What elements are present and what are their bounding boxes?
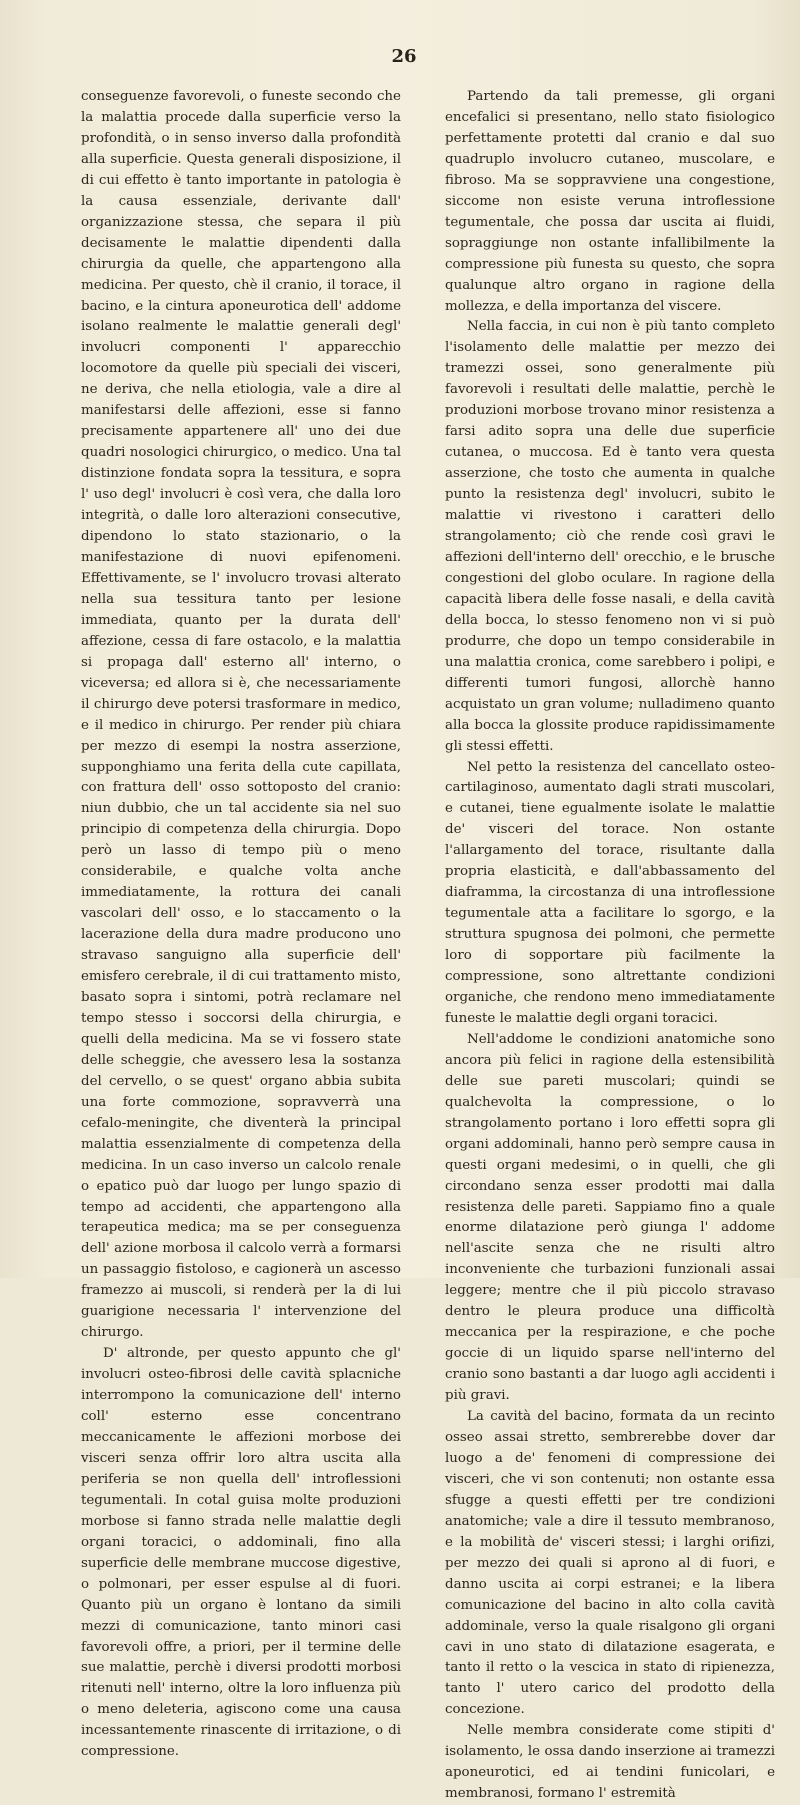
paragraph: La cavità del bacino, formata da un recinto osseo assai stretto, sembrerebbe dover dar luogo a de' fenomeni di compressione dei visceri, che vi son contenuti; non ostante essa sfugge a questi effetti per tre condizioni anatomiche; vale a dire il tessuto membranoso, e la mobilità de' visceri stessi; i larghi orifizi, per mezzo dei quali si aprono al di fuori, e danno uscita ai corpi estranei; e la libera comunicazione del bacino in alto colla cavità addominale, verso la quale risalgono gli organi cavi in uno stato di dilatazione esagerata, e tanto il retto o la vescica in stato di ripienezza, tanto l' utero carico del prodotto della concezione. xyxy=(445,1409,775,1718)
paragraph: Partendo da tali premesse, gli organi encefalici si presentano, nello stato fisiologico perfettamente protetti dal cranio e dal suo quadruplo involucro cutaneo, muscolare, e fibroso. Ma se soppravviene una congestione, siccome non esiste veruna introflessione tegumentale, che possa dar uscita ai fluidi, sopraggiunge non ostante infallibilmente la compressione più funesta su questo, che sopra qualunque altro organo in ragione della mollezza, e della importanza del viscere. xyxy=(445,89,775,314)
paragraph: conseguenze favorevoli, o funeste secondo che la malattia procede dalla superficie verso la profondità, o in senso inverso dalla profondità alla superficie. Questa generali disposizione, il di cui effetto è tanto importante in patologia è la causa essenziale, derivante dall' organizzazione stessa, che separa il più decisamente le malattie dipendenti dalla chirurgia da quelle, che appartengono alla medicina. Per questo, chè il cranio, il torace, il bacino, e la cintura aponeurotica dell' addome isolano realmente le malattie generali degl' involucri componenti l' apparecchio locomotore da quelle più speciali dei visceri, ne deriva, che nella etiologia, vale a dire al manifestarsi delle affezioni, esse si fanno precisamente appartenere all' uno dei due quadri nosologici chirurgico, o medico. Una tal distinzione fondata sopra la tessitura, e sopra l' uso degl' involucri è così vera, che dalla loro integrità, o dalle loro alterazioni consecutive, dipendono lo stato stazionario, o la manifestazione di nuovi epifenomeni. Effettivamente, se l' involucro trovasi alterato nella sua tessitura tanto per lesione immediata, quanto per la durata dell' affezione, cessa di fare ostacolo, e la malattia si propaga dall' esterno all' interno, o viceversa; ed allora si è, che necessariamente il chirurgo deve potersi trasformare in medico, e il medico in chirurgo. Per render più chiara per mezzo di esempi la nostra asserzione, supponghiamo una ferita della cute capillata, con frattura dell' osso sottoposto del cranio: niun dubbio, che un tal accidente sia nel suo principio di competenza della chirurgia. Dopo però un lasso di tempo più o meno considerabile, e qualche volta anche immediatamente, la rottura dei canali vascolari dell' osso, e lo staccamento o la lacerazione della dura madre producono uno stravaso sanguigno alla superficie dell' emisfero cerebrale, il di cui trattamento misto, basato sopra i sintomi, potrà reclamare nel tempo stesso i soccorsi della chirurgia, e quelli della medicina. Ma se vi fossero state delle scheggie, che avessero lesa la sostanza del cervello, o se quest' organo abbia subita una forte commozione, sopravverrà una cefalo-meningite, che diventerà la principal malattia essenzialmente di competenza della medicina. In un caso inverso un calcolo renale o epatico può dar luogo per lungo spazio di tempo ad accidenti, che appartengono alla terapeutica medica; ma se per conseguenza dell' azione morbosa il calcolo verrà a formarsi un passaggio fistoloso, e cagionerà un ascesso framezzo ai muscoli, si renderà per la di lui guarigione necessaria l' intervenzione del chirurgo. xyxy=(81,89,401,1341)
paragraph: Nelle membra considerate come stipiti d' isolamento, le ossa dando inserzione ai tramezzi aponeurotici, ed ai tendini funicolari, e membranosi, formano l' estremità xyxy=(445,1723,775,1802)
left-column xyxy=(81,87,401,1763)
paragraph: Nell'addome le condizioni anatomiche sono ancora più felici in ragione della estensibilità delle sue pareti muscolari; quindi se qualchevolta la compressione, o lo strangolamento portano i loro effetti sopra gli organi addominali, hanno però sempre causa in questi organi medesimi, o in quelli, che gli circondano senza esser prodotti mai dalla resistenza delle pareti. Sappiamo fino a quale enorme dilatazione però giunga l' addome nell'ascite senza che ne risulti altro inconveniente che turbazioni funzionali assai leggere; mentre che il più piccolo stravaso dentro le pleura produce una difficoltà meccanica per la respirazione, e che poche goccie di un liquido sparse nell'interno del cranio sono bastanti a dar luogo agli accidenti i più gravi. xyxy=(445,1031,775,1404)
paragraph: D' altronde, per questo appunto che gl' involucri osteo-fibrosi delle cavità splacniche interrompono la comunicazione dell' interno coll' esterno esse concentrano meccanicamente le affezioni morbose dei visceri senza offrir loro altra uscita alla periferia se non quella dell' introflessioni tegumentali. In cotal guisa molte produzioni morbose si fanno strada nelle malattie degli organi toracici, o addominali, fino alla superficie delle membrane muccose digestive, o polmonari, per esser espulse al di fuori. Quanto più un organo è lontano da simili mezzi di comunicazione, tanto minori casi favorevoli offre, a priori, per il termine delle sue malattie, perchè i diversi prodotti morbosi ritenuti nell' interno, oltre la loro influenza più o meno deleteria, agiscono come una causa incessantemente rinascente di irritazione, o di compressione. xyxy=(81,1346,401,1760)
right-column xyxy=(445,87,775,1805)
paragraph: Nel petto la resistenza del cancellato osteo-cartilaginoso, aumentato dagli strati muscolari, e cutanei, tiene egualmente isolate le malattie de' visceri del torace. Non ostante l'allargamento del torace, risultante dalla propria elasticità, e dall'abbassamento del diaframma, la circostanza di una introflessione tegumentale atta a facilitare lo sgorgo, e la struttura spugnosa dei polmoni, che permette loro di sopportare più facilmente la compressione, sono altrettante condizioni organiche, che rendono meno immediatamente funeste le malattie degli organi toracici. xyxy=(445,759,775,1026)
page-number: 26 xyxy=(391,46,417,67)
paragraph: Nella faccia, in cui non è più tanto completo l'isolamento delle malattie per mezzo dei tramezzi ossei, sono generalmente più favorevoli i resultati delle malattie, perchè le produzioni morbose trovano minor resistenza a farsi adito sopra una delle due superficie cutanea, o muccosa. Ed è tanto vera questa asserzione, che tosto che aumenta in qualche punto la resistenza degl' involucri, subito le malattie vi rivestono i caratteri dello strangolamento; ciò che rende così gravi le affezioni dell'interno dell' orecchio, e le brusche congestioni del globo oculare. In ragione della capacità libera delle fosse nasali, e della cavità della bocca, lo stesso fenomeno non vi si può produrre, che dopo un tempo considerabile in una malattia cronica, come sarebbero i polipi, e differenti tumori fungosi, allorchè hanno acquistato un gran volume; nulladimeno quanto alla bocca la glossite produce rapidissimamente gli stessi effetti. xyxy=(445,319,775,754)
